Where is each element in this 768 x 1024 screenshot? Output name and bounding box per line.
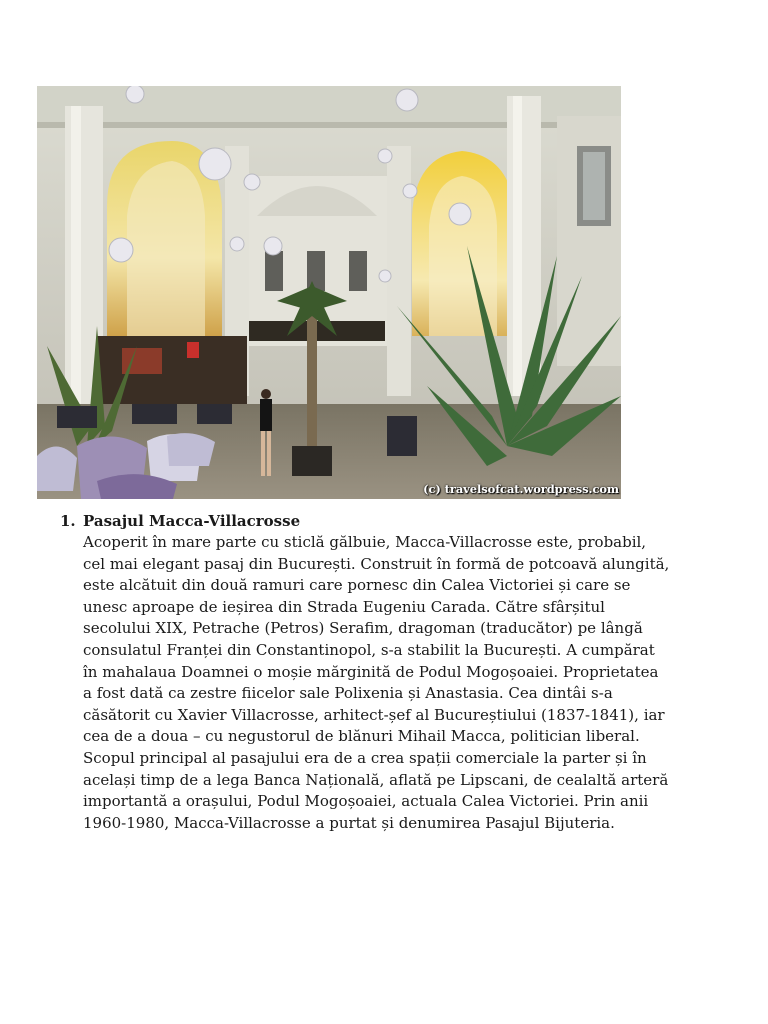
photo-watermark: (c) travelsofcat.wordpress.com [423, 482, 619, 496]
body-line: cea de a doua – cu negustorul de blănuri Mihail Macca, politician liberal. [83, 727, 640, 746]
body-line: 1960-1980, Macca-Villacrosse a purtat și denumirea Pasajul Bijuteria. [83, 813, 615, 832]
body-line: unesc aproape de ieșirea din Strada Eugeniu Carada. Către sfârșitul [83, 597, 605, 616]
body-line: este alcătuit din două ramuri care pornesc din Calea Victoriei și care se [83, 576, 631, 595]
body-line: același timp de a lega Banca Națională, aflată pe Lipscani, de cealaltă arteră [83, 770, 669, 789]
body-line: a fost dată ca zestre fiicelor sale Polixenia și Anastasia. Cea dintâi s-a [83, 684, 613, 703]
passage-photo-illustration [37, 86, 621, 499]
list-item-title: Pasajul Macca-Villacrosse [83, 512, 301, 530]
list-item-body [83, 532, 723, 834]
body-line: importantă a orașului, Podul Mogoșoaiei, actuala Calea Victoriei. Prin anii [83, 792, 649, 811]
body-line: consulatul Franței din Constantinopol, s-a stabilit la București. A cumpărat [83, 640, 655, 659]
body-line: cel mai elegant pasaj din București. Construit în formă de potcoavă alungită, [83, 554, 670, 573]
body-line: căsătorit cu Xavier Villacrosse, arhitect-șef al Bucureștiului (1837-1841), iar [83, 705, 665, 724]
body-line: Acoperit în mare parte cu sticlă gălbuie, Macca-Villacrosse este, probabil, [83, 533, 647, 551]
body-line: Scopul principal al pasajului era de a crea spații comerciale la parter și în [83, 748, 647, 767]
body-line: secolului XIX, Petrache (Petros) Serafim, dragoman (traducător) pe lângă [83, 619, 643, 638]
passage-photo [37, 86, 621, 499]
list-item-number: 1. [60, 512, 76, 530]
body-line: în mahalaua Doamnei o moșie mărginită de Podul Mogoșoaiei. Proprietatea [83, 662, 659, 681]
